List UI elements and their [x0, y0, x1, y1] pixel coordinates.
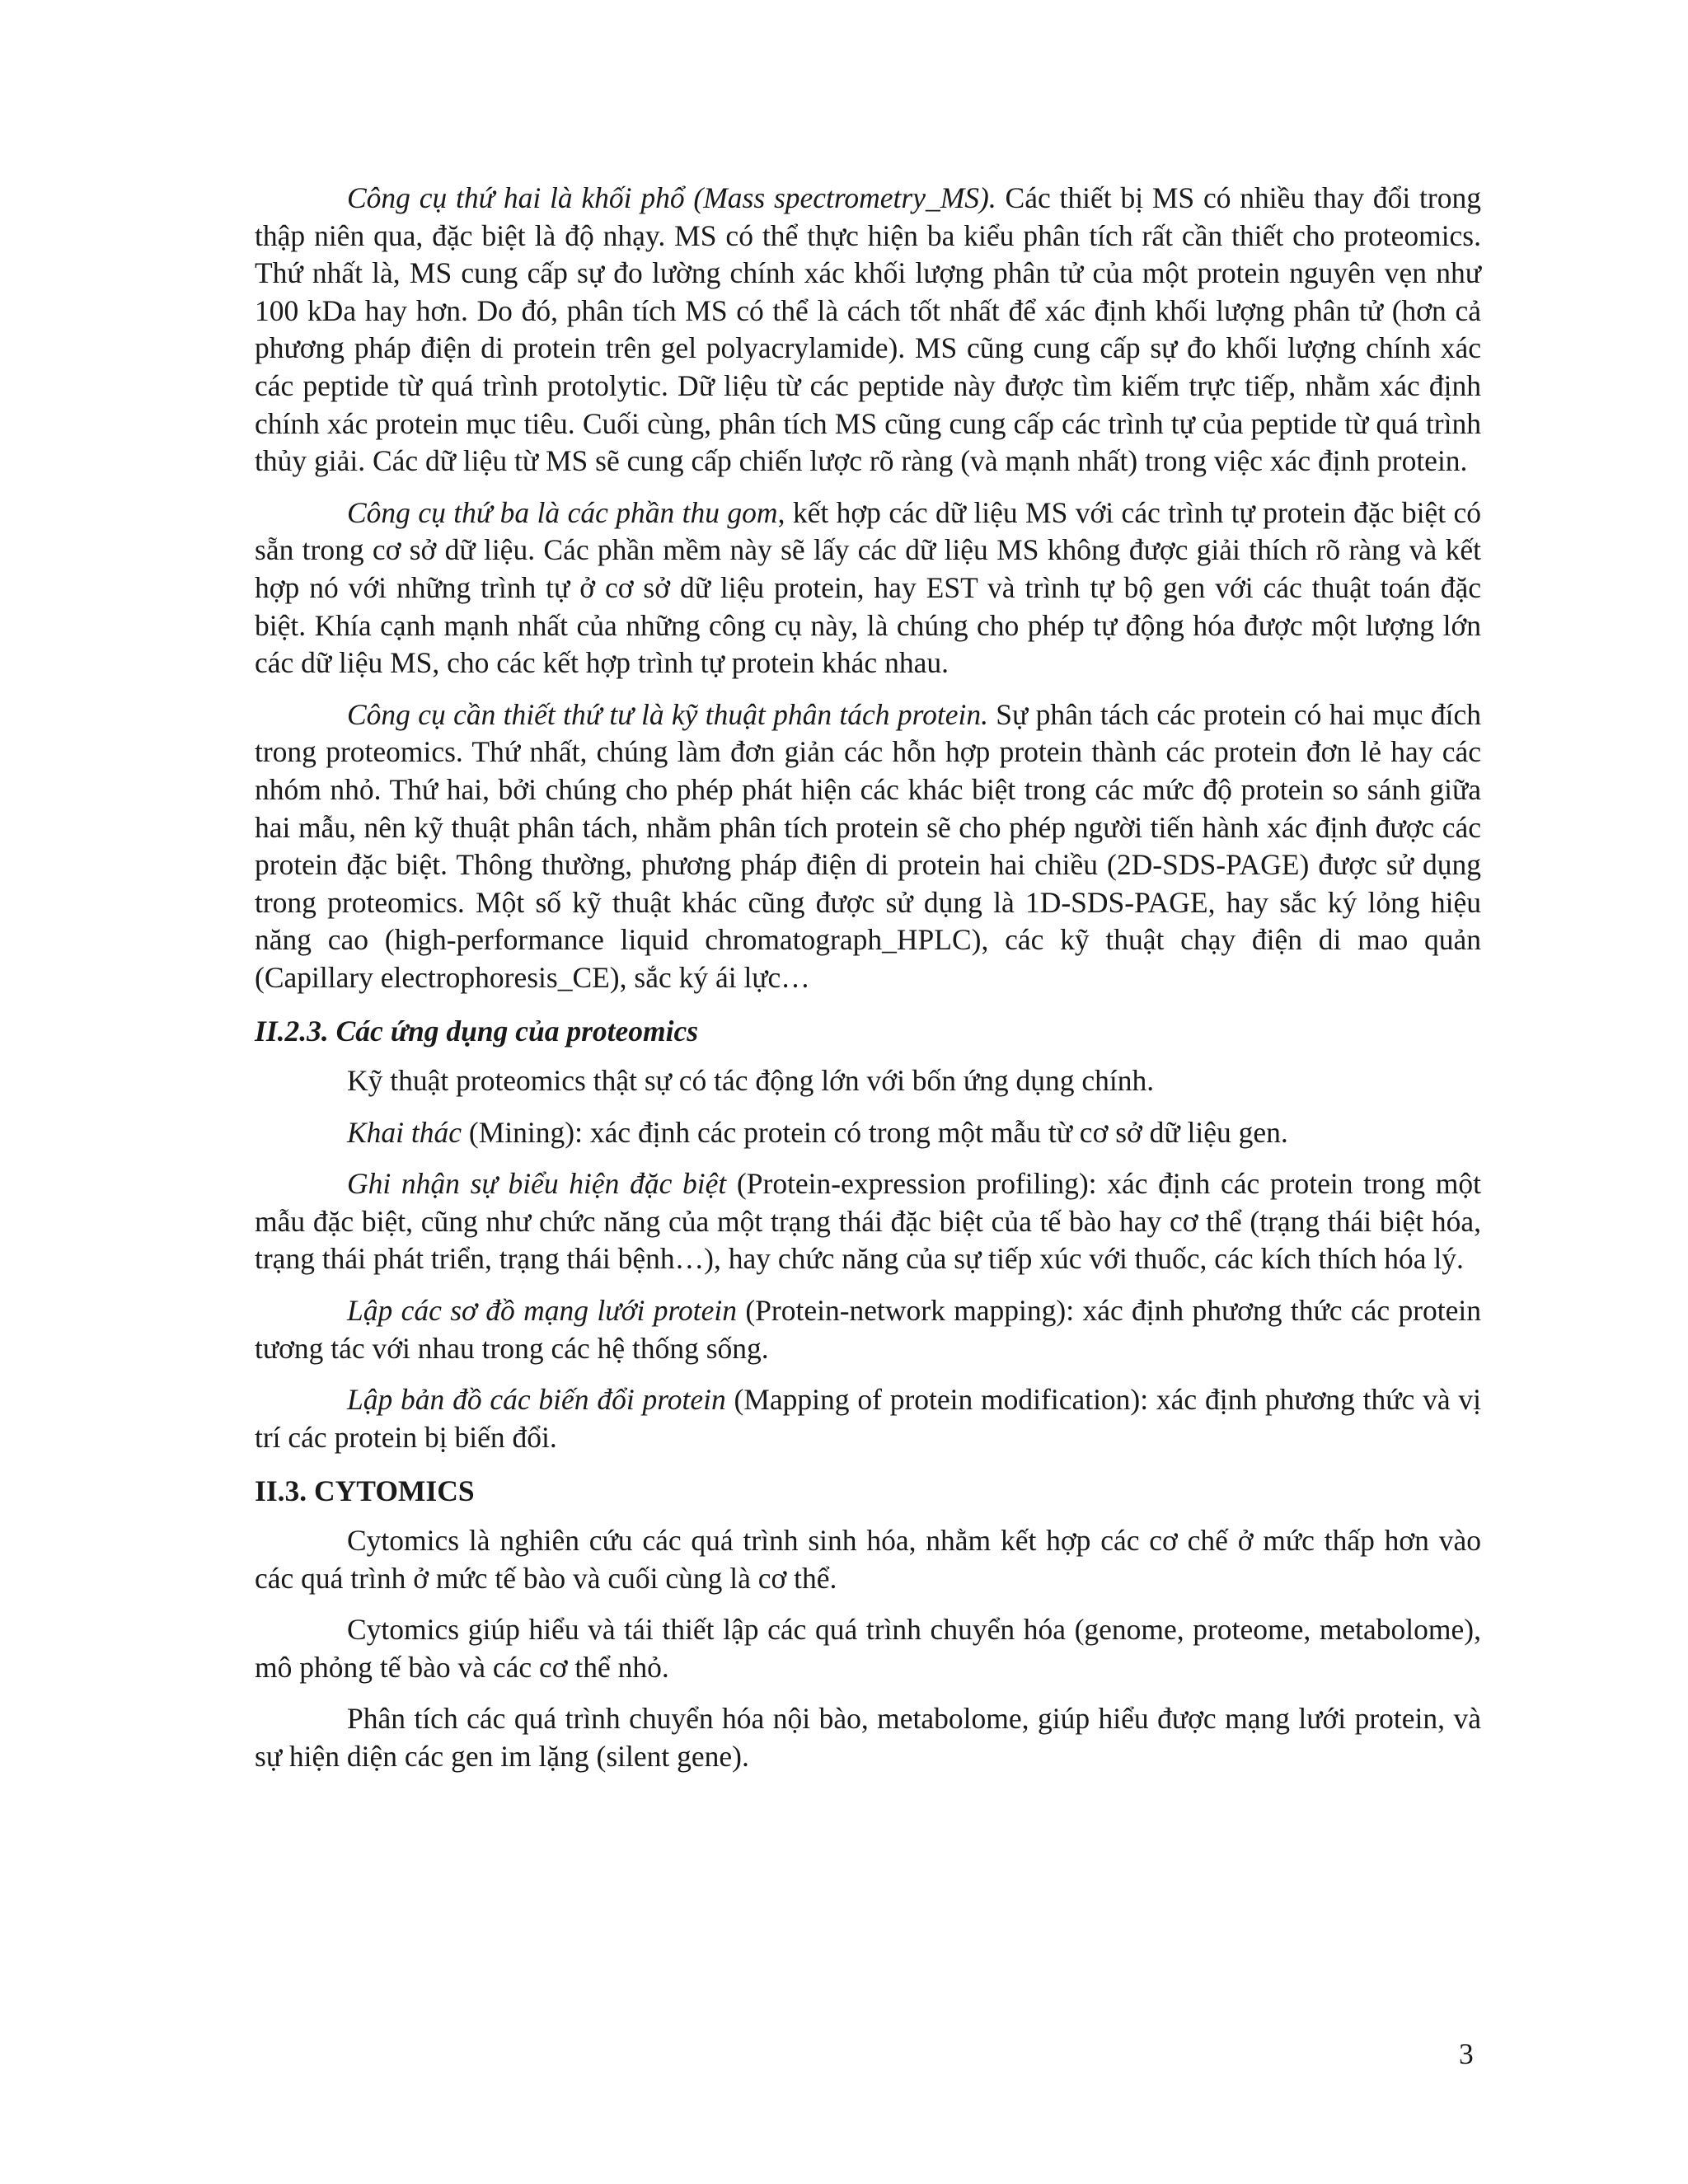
item-definition: (Protein-network mapping): xác định phương thức các protein tương tác với nhau trong các hệ thống sống. [255, 1294, 1481, 1365]
item-term: Khai thác [347, 1115, 462, 1149]
list-item-modification-mapping [255, 1381, 1481, 1456]
list-item-mining [255, 1114, 1481, 1152]
item-definition: (Mining): xác định các protein có trong một mẫu từ cơ sở dữ liệu gen. [462, 1115, 1288, 1149]
paragraph-lead-italic: Công cụ thứ hai là khối phổ (Mass spectrometry_MS). [347, 181, 996, 214]
paragraph-text: Các thiết bị MS có nhiều thay đổi trong thập niên qua, đặc biệt là độ nhạy. MS có thể thực hiện ba kiểu phân tích rất cần thiết cho proteomics. Thứ nhất là, MS cung cấp sự đo lường chính xác khối lượng phân tử của một protein nguyên vẹn như 100 kDa hay hơn. Do đó, phân tích MS có thể là cách tốt nhất để xác định khối lượng phân tử (hơn cả phương pháp điện di protein trên gel polyacrylamide). MS cũng cung cấp sự đo khối lượng chính xác các peptide từ quá trình protolytic. Dữ liệu từ các peptide này được tìm kiếm trực tiếp, nhằm xác định chính xác protein mục tiêu. Cuối cùng, phân tích MS cũng cung cấp các trình tự của peptide từ quá trình thủy giải. Các dữ liệu từ MS sẽ cung cấp chiến lược rõ ràng (và mạnh nhất) trong việc xác định protein. [255, 181, 1481, 478]
paragraph-protein-separation [255, 696, 1481, 997]
paragraph-cytomics-definition: Cytomics là nghiên cứu các quá trình sinh hóa, nhằm kết hợp các cơ chế ở mức thấp hơn vào các quá trình ở mức tế bào và cuối cùng là cơ thể. [255, 1524, 1481, 1595]
item-term: Lập bản đồ các biến đổi protein [347, 1383, 726, 1417]
paragraph-lead-italic: Công cụ thứ ba là các phần thu gom [347, 495, 778, 529]
list-item-network-mapping [255, 1292, 1481, 1367]
item-term: Ghi nhận sự biểu hiện đặc biệt [347, 1167, 727, 1201]
paragraph-text: Sự phân tách các protein có hai mục đích trong proteomics. Thứ nhất, chúng làm đơn giản các hỗn hợp protein thành các protein đơn lẻ hay các nhóm nhỏ. Thứ hai, bởi chúng cho phép phát hiện các khác biệt trong các mức độ protein so sánh giữa hai mẫu, nên kỹ thuật phân tách, nhằm phân tích protein sẽ cho phép người tiến hành xác định được các protein đặc biệt. Thông thường, phương pháp điện di protein hai chiều (2D-SDS-PAGE) được sử dụng trong proteomics. Một số kỹ thuật khác cũng được sử dụng là 1D-SDS-PAGE, hay sắc ký lỏng hiệu năng cao (high-performance liquid chromatograph_HPLC), các kỹ thuật chạy điện di mao quản (Capillary electrophoresis_CE), sắc ký ái lực… [255, 697, 1481, 994]
paragraph-cytomics-purpose: Cytomics giúp hiểu và tái thiết lập các quá trình chuyển hóa (genome, proteome, metabolome), mô phỏng tế bào và các cơ thể nhỏ. [255, 1613, 1481, 1684]
item-definition: (Mapping of protein modification): xác định phương thức và vị trí các protein bị biến đổi. [255, 1383, 1481, 1454]
item-term: Lập các sơ đồ mạng lưới protein [347, 1294, 737, 1328]
paragraph-mass-spectrometry [255, 180, 1481, 480]
page-number: 3 [1459, 2037, 1474, 2070]
list-item-expression-profiling [255, 1165, 1481, 1278]
paragraph-cytomics-analysis: Phân tích các quá trình chuyển hóa nội bào, metabolome, giúp hiểu được mạng lưới protein, và sự hiện diện các gen im lặng (silent gene). [255, 1702, 1481, 1773]
item-definition: (Protein-expression profiling): xác định các protein trong một mẫu đặc biệt, cũng như chức năng của một trạng thái đặc biệt của tế bào hay cơ thể (trạng thái biệt hóa, trạng thái phát triển, trạng thái bệnh…), hay chức năng của sự tiếp xúc với thuốc, các kích thích hóa lý. [255, 1167, 1481, 1276]
section-heading-cytomics: II.3. CYTOMICS [255, 1474, 475, 1508]
paragraph-software-tools [255, 494, 1481, 682]
paragraph-text: , kết hợp các dữ liệu MS với các trình tự protein đặc biệt có sẵn trong cơ sở dữ liệu. Các phần mềm này sẽ lấy các dữ liệu MS không được giải thích rõ ràng và kết hợp nó với những trình tự ở cơ sở dữ liệu protein, hay EST và trình tự bộ gen với các thuật toán đặc biệt. Khía cạnh mạnh nhất của những công cụ này, là chúng cho phép tự động hóa được một lượng lớn các dữ liệu MS, cho các kết hợp trình tự protein khác nhau. [255, 495, 1481, 680]
document-body [255, 180, 1481, 1776]
paragraph-applications-intro: Kỹ thuật proteomics thật sự có tác động lớn với bốn ứng dụng chính. [347, 1064, 1155, 1098]
section-heading-proteomics-applications: II.2.3. Các ứng dụng của proteomics [255, 1015, 699, 1048]
paragraph-lead-italic: Công cụ cần thiết thứ tư là kỹ thuật phân tách protein. [347, 697, 988, 731]
